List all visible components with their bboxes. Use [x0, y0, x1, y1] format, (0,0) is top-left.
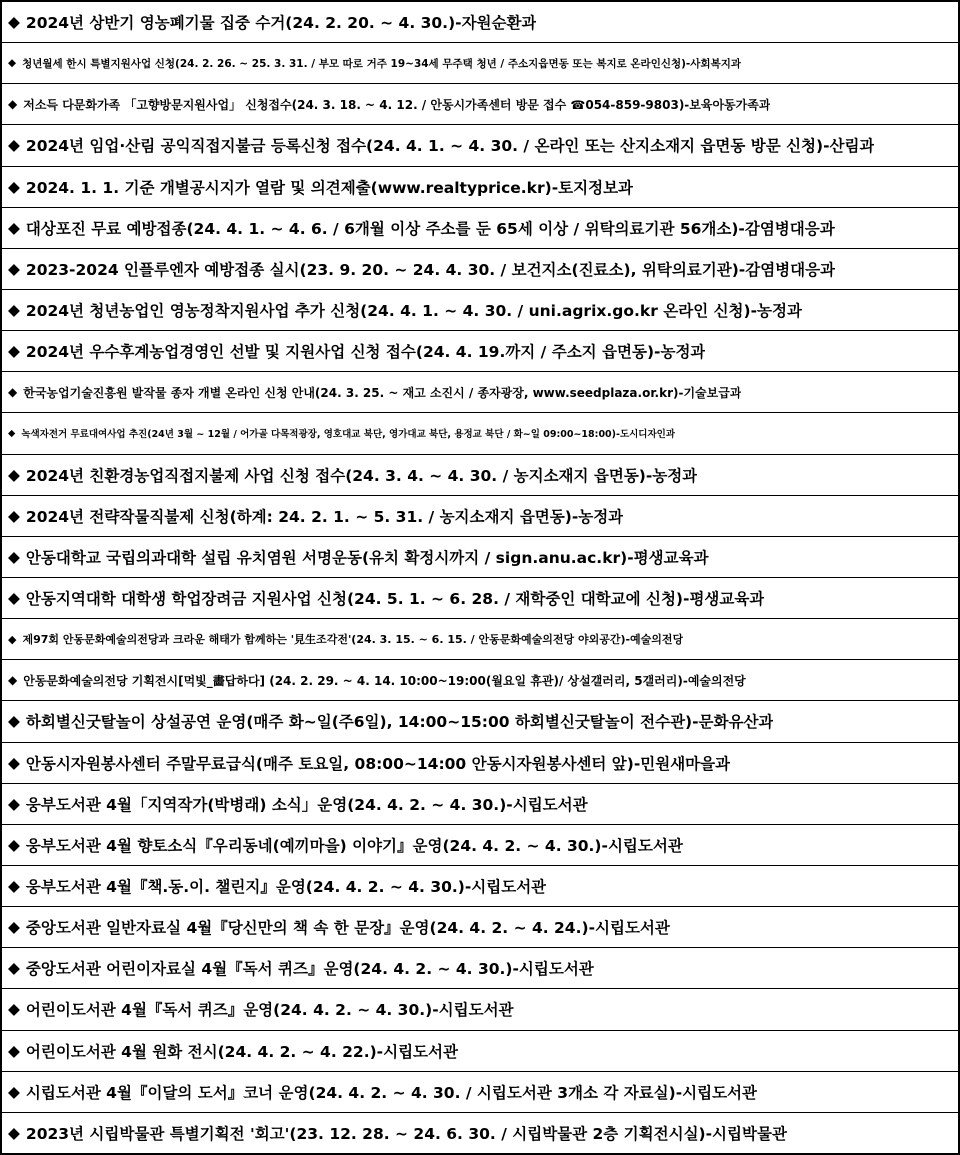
notice-item[interactable]: [2, 167, 958, 208]
notice-item[interactable]: [2, 1072, 958, 1113]
diamond-bullet-icon: ◆: [8, 342, 20, 361]
notice-item[interactable]: [2, 784, 958, 825]
diamond-bullet-icon: ◆: [8, 57, 17, 70]
notice-item-text: 제97회 안동문화예술의전당과 크라운 해태가 함께하는 '見生조각전'(24. 3. 15. ~ 6. 15. / 안동문화예술의전당 야외공간)-예술의전당: [22, 633, 684, 647]
notice-item[interactable]: [2, 619, 958, 660]
notice-item[interactable]: [2, 537, 958, 578]
diamond-bullet-icon: ◆: [8, 959, 20, 978]
notice-item-text: 2023년 시립박물관 특별기획전 '회고'(23. 12. 28. ~ 24. 6. 30. / 시립박물관 2층 기획전시실)-시립박물관: [25, 1124, 787, 1143]
diamond-bullet-icon: ◆: [8, 136, 20, 155]
diamond-bullet-icon: ◆: [8, 301, 20, 320]
notice-item[interactable]: [2, 290, 958, 331]
notice-item-text: 웅부도서관 4월「지역작가(박병래) 소식」운영(24. 4. 2. ~ 4. 30.)-시립도서관: [25, 795, 588, 814]
diamond-bullet-icon: ◆: [8, 177, 20, 196]
diamond-bullet-icon: ◆: [8, 13, 20, 32]
notice-item[interactable]: [2, 125, 958, 166]
diamond-bullet-icon: ◆: [8, 918, 20, 937]
notice-item-text: 안동문화예술의전당 기획전시[먹빛_畵답하다] (24. 2. 29. ~ 4. 14. 10:00~19:00(월요일 휴관)/ 상설갤러리, 5갤러리)-예술의전당: [23, 673, 746, 688]
diamond-bullet-icon: ◆: [8, 794, 20, 813]
notice-item[interactable]: [2, 1031, 958, 1072]
diamond-bullet-icon: ◆: [8, 673, 18, 688]
notice-item[interactable]: [2, 208, 958, 249]
diamond-bullet-icon: ◆: [8, 1041, 20, 1060]
notice-item[interactable]: [2, 866, 958, 907]
notice-item[interactable]: [2, 2, 958, 43]
diamond-bullet-icon: ◆: [8, 465, 20, 484]
notice-item-text: 2024. 1. 1. 기준 개별공시지가 열람 및 의견제출(www.realtyprice.kr)-토지정보과: [25, 178, 634, 197]
notice-item[interactable]: [2, 907, 958, 948]
notice-item-text: 중앙도서관 어린이자료실 4월『독서 퀴즈』운영(24. 4. 2. ~ 4. 30.)-시립도서관: [25, 960, 594, 979]
notice-item-text: 한국농업기술진흥원 발작물 종자 개별 온라인 신청 안내(24. 3. 25. ~ 재고 소진시 / 종자광장, www.seedplaza.or.kr)-기술보급과: [23, 385, 742, 400]
notice-item[interactable]: [2, 578, 958, 619]
notice-item[interactable]: [2, 1113, 958, 1153]
notice-item[interactable]: [2, 455, 958, 496]
diamond-bullet-icon: ◆: [8, 547, 20, 566]
notice-item-text: 2024년 임업·산림 공익직접지불금 등록신청 접수(24. 4. 1. ~ 4. 30. / 온라인 또는 산지소재지 읍면동 방문 신청)-산림과: [25, 137, 875, 156]
notice-item-text: 2024년 친환경농업직접지불제 사업 신청 접수(24. 3. 4. ~ 4. 30. / 농지소재지 읍면동)-농정과: [25, 466, 698, 485]
notice-item[interactable]: [2, 660, 958, 701]
diamond-bullet-icon: ◆: [8, 1000, 20, 1019]
diamond-bullet-icon: ◆: [8, 835, 20, 854]
notice-item[interactable]: [2, 331, 958, 372]
notice-item-text: 어린이도서관 4월『독서 퀴즈』운영(24. 4. 2. ~ 4. 30.)-시립도서관: [25, 1001, 514, 1020]
notice-item-text: 어린이도서관 4월 원화 전시(24. 4. 2. ~ 4. 22.)-시립도서관: [25, 1042, 458, 1061]
diamond-bullet-icon: ◆: [8, 1123, 20, 1142]
notice-item[interactable]: [2, 825, 958, 866]
diamond-bullet-icon: ◆: [8, 1082, 20, 1101]
notice-item-text: 2024년 전략작물직불제 신청(하계: 24. 2. 1. ~ 5. 31. / 농지소재지 읍면동)-농정과: [25, 507, 624, 526]
notice-item-text: 청년월세 한시 특별지원사업 신청(24. 2. 26. ~ 25. 3. 31. / 부모 따로 거주 19~34세 무주택 청년 / 주소지읍면동 또는 복지로 온라인신청)-사회복지과: [22, 57, 741, 70]
notice-item-text: 안동대학교 국립의과대학 설립 유치염원 서명운동(유치 확정시까지 / sign.anu.ac.kr)-평생교육과: [25, 548, 709, 567]
diamond-bullet-icon: ◆: [8, 259, 20, 278]
diamond-bullet-icon: ◆: [8, 97, 18, 112]
notice-item-text: 2024년 우수후계농업경영인 선발 및 지원사업 신청 접수(24. 4. 19.까지 / 주소지 읍면동)-농정과: [25, 343, 706, 362]
notice-item[interactable]: [2, 496, 958, 537]
diamond-bullet-icon: ◆: [8, 632, 17, 646]
diamond-bullet-icon: ◆: [8, 753, 20, 772]
notice-item-text: 시립도서관 4월『이달의 도서』코너 운영(24. 4. 2. ~ 4. 30. / 시립도서관 3개소 각 자료실)-시립도서관: [25, 1083, 757, 1102]
notice-item-text: 2024년 청년농업인 영농정착지원사업 추가 신청(24. 4. 1. ~ 4. 30. / uni.agrix.go.kr 온라인 신청)-농정과: [25, 302, 802, 321]
diamond-bullet-icon: ◆: [8, 385, 18, 400]
notice-item[interactable]: [2, 372, 958, 413]
notice-item-text: 녹색자전거 무료대여사업 추진(24년 3월 ~ 12월 / 어가골 다목적광장, 영호대교 북단, 영가대교 북단, 용정교 북단 / 화~일 09:00~18:00)-도시디자인과: [21, 429, 676, 441]
notice-item-text: 2023-2024 인플루엔자 예방접종 실시(23. 9. 20. ~ 24. 4. 30. / 보건지소(진료소), 위탁의료기관)-감염병대응과: [25, 260, 836, 279]
notice-item-text: 대상포진 무료 예방접종(24. 4. 1. ~ 4. 6. / 6개월 이상 주소를 둔 65세 이상 / 위탁의료기관 56개소)-감염병대응과: [25, 219, 835, 238]
diamond-bullet-icon: ◆: [8, 877, 20, 896]
notice-item-text: 웅부도서관 4월『책.동.이. 챌린지』운영(24. 4. 2. ~ 4. 30.)-시립도서관: [25, 878, 547, 897]
notice-item[interactable]: [2, 948, 958, 989]
diamond-bullet-icon: ◆: [8, 712, 20, 731]
diamond-bullet-icon: ◆: [8, 427, 16, 439]
notice-item-text: 웅부도서관 4월 향토소식『우리동네(예끼마을) 이야기』운영(24. 4. 2. ~ 4. 30.)-시립도서관: [25, 836, 683, 855]
notice-item-text: 안동지역대학 대학생 학업장려금 지원사업 신청(24. 5. 1. ~ 6. 28. / 재학중인 대학교에 신청)-평생교육과: [25, 590, 765, 609]
notice-item-text: 하회별신굿탈놀이 상설공연 운영(매주 화~일(주6일), 14:00~15:00 하회별신굿탈놀이 전수관)-문화유산과: [25, 713, 774, 732]
notice-item-text: 저소득 다문화가족 「고향방문지원사업」 신청접수(24. 3. 18. ~ 4. 12. / 안동시가족센터 방문 접수 ☎054-859-9803)-보육아동가족과: [23, 97, 771, 112]
notice-item[interactable]: [2, 413, 958, 454]
notice-item-text: 안동시자원봉사센터 주말무료급식(매주 토요일, 08:00~14:00 안동시자원봉사센터 앞)-민원새마을과: [25, 754, 731, 773]
notice-item[interactable]: [2, 743, 958, 784]
notice-item-text: 중앙도서관 일반자료실 4월『당신만의 책 속 한 문장』운영(24. 4. 2. ~ 4. 24.)-시립도서관: [25, 919, 670, 938]
notice-item[interactable]: [2, 249, 958, 290]
notice-item[interactable]: [2, 989, 958, 1030]
diamond-bullet-icon: ◆: [8, 506, 20, 525]
notice-item[interactable]: [2, 701, 958, 742]
notice-item[interactable]: [2, 43, 958, 84]
notice-item-text: 2024년 상반기 영농폐기물 집중 수거(24. 2. 20. ~ 4. 30.)-자원순환과: [25, 14, 537, 33]
notice-item[interactable]: [2, 84, 958, 125]
diamond-bullet-icon: ◆: [8, 218, 20, 237]
diamond-bullet-icon: ◆: [8, 589, 20, 608]
